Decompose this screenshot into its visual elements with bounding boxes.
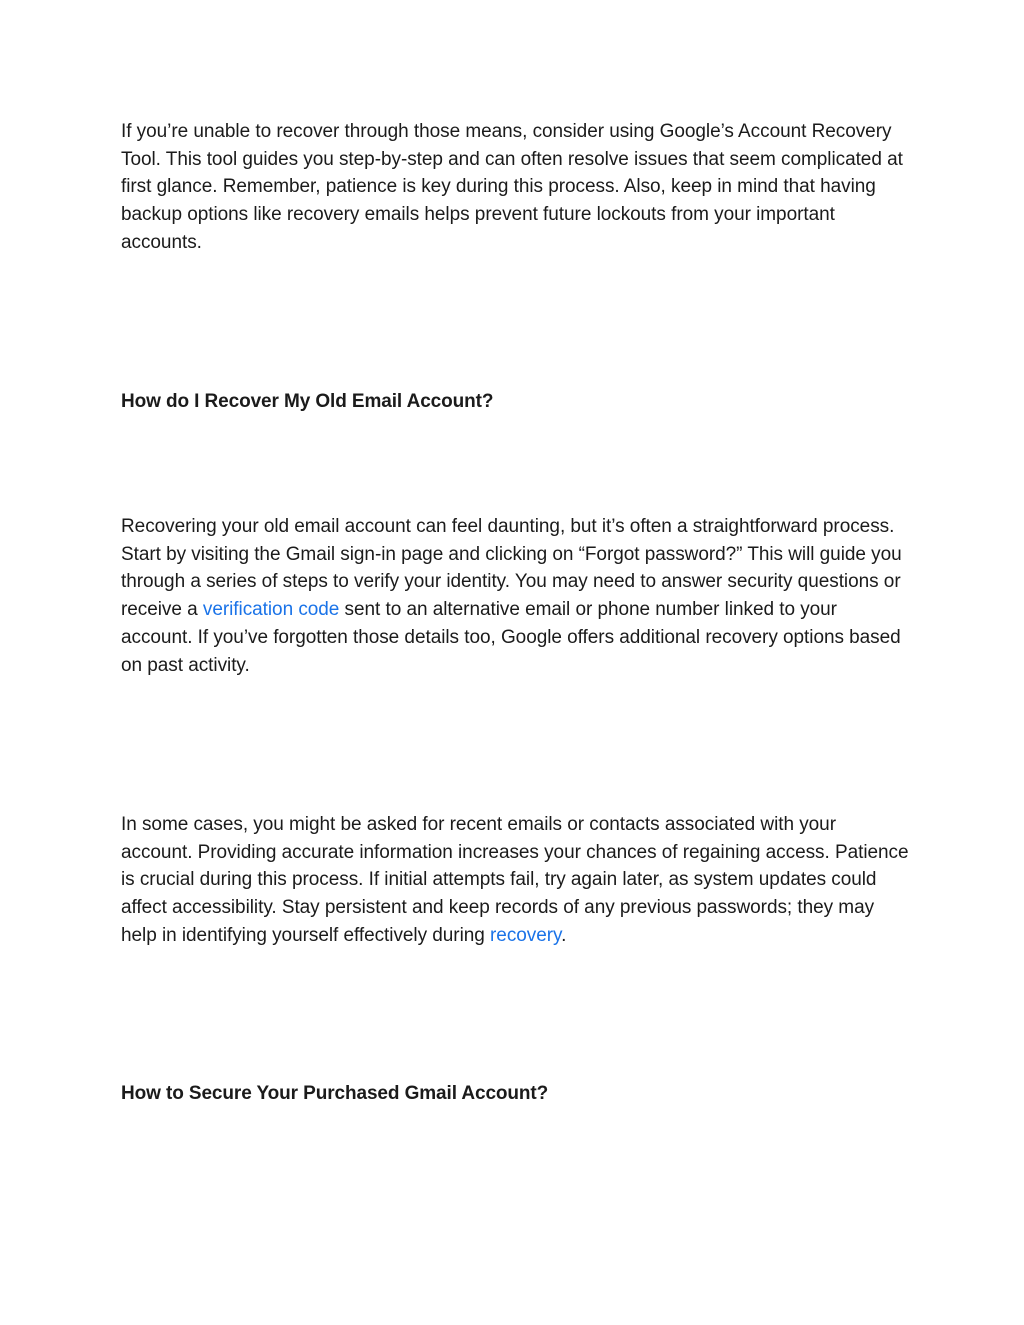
paragraph-text: Recovering your old email account can feel daunting, but it’s often a straightforward process. Start by visiting the Gmail sign-in page and clicking on “Forgot password?” This will guide you through a series of steps to verify your identity. You may need to answer security questions or receive a: [121, 516, 902, 621]
paragraph-text: If you’re unable to recover through those means, consider using Google’s Account Recovery Tool. This tool guides you step-by-step and can often resolve issues that seem complicated at first glance. Remember, patience is key during this process. Also, keep in mind that having backup options like recovery emails helps prevent future lockouts from your important accounts.: [121, 121, 903, 253]
paragraph-text: In some cases, you might be asked for recent emails or contacts associated with your account. Providing accurate information increases your chances of regaining access. Patience is crucial during this process. If initial attempts fail, try again later, as system updates could affect accessibility. Stay persistent and keep records of any previous passwords; they may help in identifying yourself effectively during: [121, 814, 909, 946]
paragraph-account-recovery-tool: [121, 118, 911, 257]
paragraph-recent-emails-contacts: [121, 811, 911, 950]
paragraph-text: .: [561, 924, 567, 946]
recovery-link[interactable]: recovery: [490, 924, 562, 946]
paragraph-recovering-old-account: [121, 513, 911, 679]
verification-code-link[interactable]: verification code: [202, 599, 340, 621]
paragraph-text: sent to an alternative email or phone number linked to your account. If you’ve forgotten those details too, Google offers additional recovery options based on past activity.: [121, 599, 901, 676]
heading-secure-purchased-gmail: How to Secure Your Purchased Gmail Account?: [121, 1083, 549, 1104]
heading-recover-old-email: How do I Recover My Old Email Account?: [121, 391, 494, 412]
